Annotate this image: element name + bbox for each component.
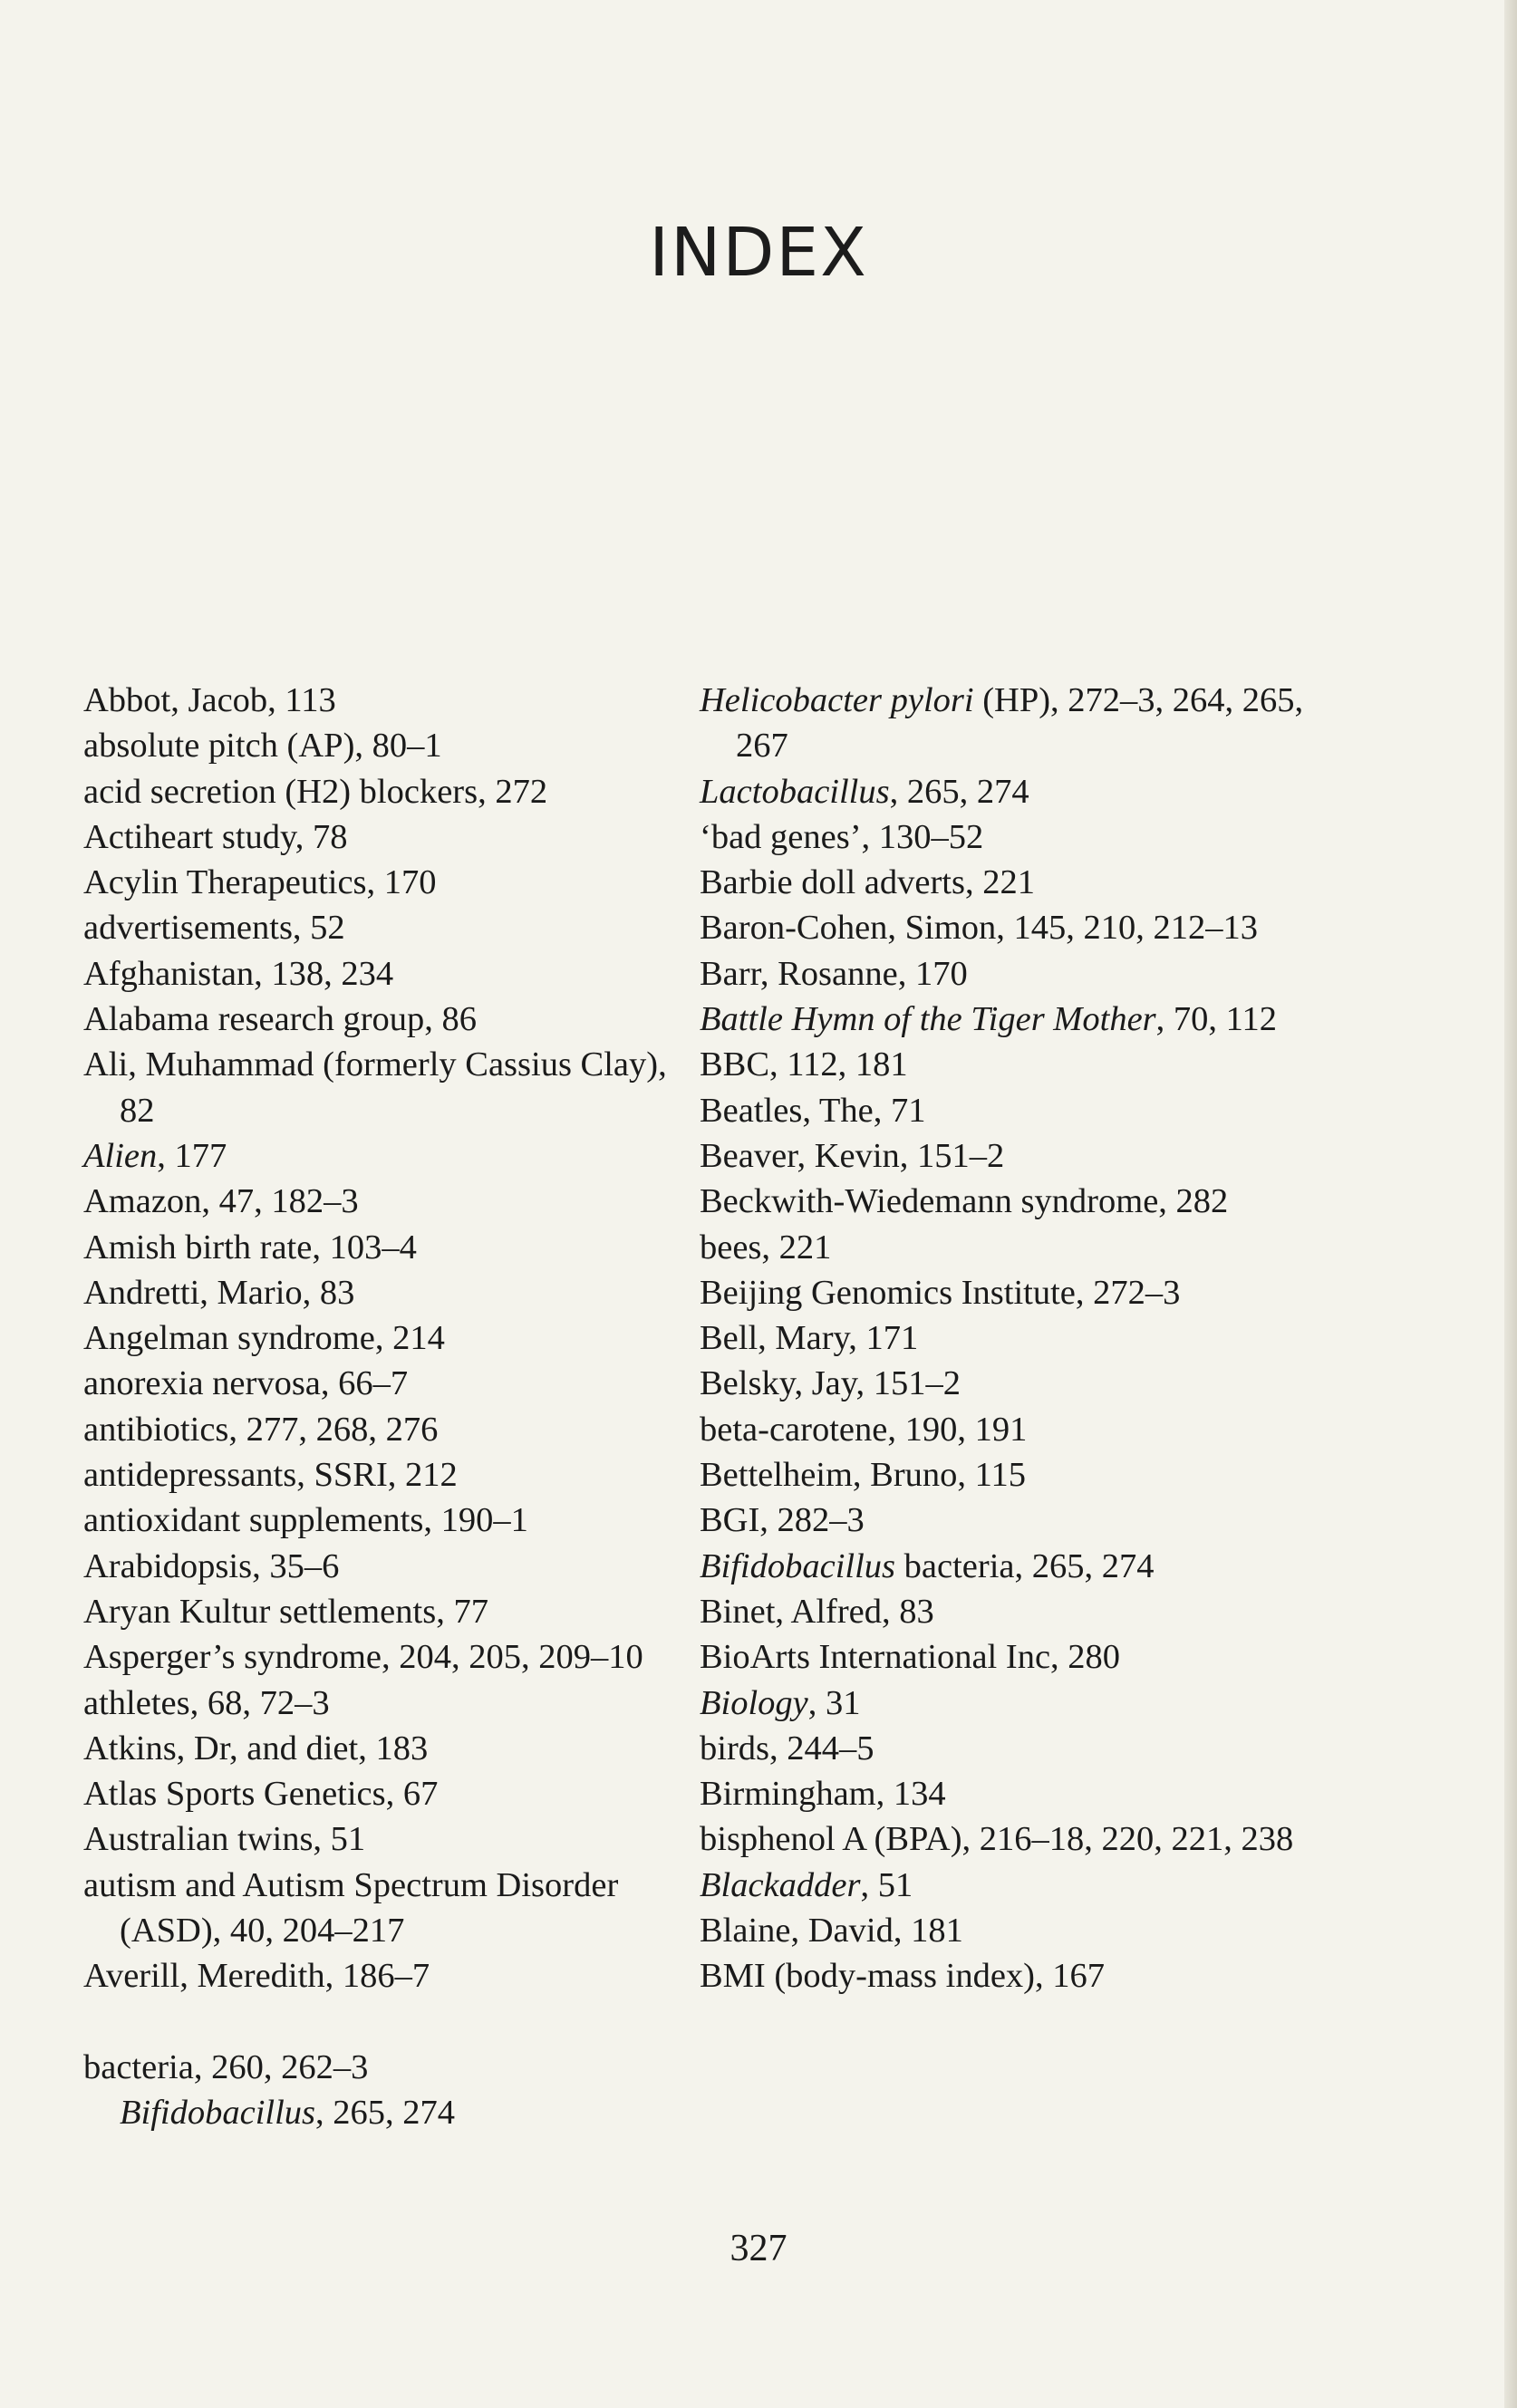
index-entry bbox=[700, 860, 1352, 905]
index-entry-text: Ali, Muhammad (formerly Cassius Clay), 82 bbox=[83, 1045, 667, 1130]
index-entry-text: Aryan Kultur settlements, 77 bbox=[83, 1592, 488, 1631]
index-entry bbox=[700, 1270, 1352, 1315]
index-entry-text: Afghanistan, 138, 234 bbox=[83, 954, 394, 993]
index-entry bbox=[83, 1681, 700, 1726]
index-entry-text: Baron-Cohen, Simon, 145, 210, 212–13 bbox=[700, 909, 1258, 948]
index-entry bbox=[700, 1361, 1352, 1406]
index-entry-italic-text: Lactobacillus bbox=[700, 772, 890, 811]
index-entry-text: Asperger’s syndrome, 204, 205, 209–10 bbox=[83, 1638, 643, 1677]
index-entry bbox=[83, 951, 700, 997]
index-entry-italic-text: Bifidobacillus bbox=[700, 1546, 896, 1585]
index-entry-text: bacteria, 265, 274 bbox=[895, 1546, 1155, 1585]
index-entry-text: antioxidant supplements, 190–1 bbox=[83, 1501, 528, 1540]
index-entry-text: antibiotics, 277, 268, 276 bbox=[83, 1410, 439, 1449]
index-entry-text: BioArts International Inc, 280 bbox=[700, 1638, 1121, 1677]
index-entry bbox=[83, 1407, 700, 1452]
index-entry-text: Barr, Rosanne, 170 bbox=[700, 954, 968, 993]
index-entry-text: ‘bad genes’, 130–52 bbox=[700, 817, 984, 856]
index-entry-text: Bettelheim, Bruno, 115 bbox=[700, 1456, 1026, 1495]
index-entry-text: Birmingham, 134 bbox=[700, 1775, 946, 1814]
index-entry-text: , 31 bbox=[807, 1683, 861, 1722]
index-entry bbox=[83, 2045, 700, 2090]
index-entry bbox=[700, 1498, 1352, 1543]
index-entry-text: Amazon, 47, 182–3 bbox=[83, 1182, 359, 1221]
index-entry-text: autism and Autism Spectrum Disorder (ASD), 40, 204–217 bbox=[83, 1865, 619, 1950]
index-entry bbox=[83, 1863, 700, 1954]
index-entry-text: Beckwith-Wiedemann syndrome, 282 bbox=[700, 1182, 1229, 1221]
index-entry-text: Blaine, David, 181 bbox=[700, 1912, 963, 1950]
index-entry bbox=[83, 1179, 700, 1224]
index-entry-text: Abbot, Jacob, 113 bbox=[83, 681, 336, 719]
index-entry bbox=[700, 1407, 1352, 1452]
index-entry bbox=[83, 1589, 700, 1634]
index-entry bbox=[83, 1771, 700, 1816]
index-entry bbox=[700, 1634, 1352, 1680]
index-entry bbox=[700, 769, 1352, 814]
index-entry-text: bees, 221 bbox=[700, 1228, 832, 1267]
index-entry-italic-text: Battle Hymn of the Tiger Mother bbox=[700, 1000, 1156, 1039]
index-entry bbox=[83, 1634, 700, 1680]
index-entry-italic-text: Alien bbox=[83, 1136, 158, 1175]
index-entry bbox=[83, 997, 700, 1042]
index-entry-text: acid secretion (H2) blockers, 272 bbox=[83, 772, 548, 811]
index-entry bbox=[83, 1270, 700, 1315]
index-entry bbox=[700, 678, 1352, 769]
index-entry-text: advertisements, 52 bbox=[83, 909, 345, 948]
index-entry-text: Averill, Meredith, 186–7 bbox=[83, 1957, 430, 1996]
page-gutter bbox=[1504, 0, 1517, 2408]
index-entry bbox=[700, 1452, 1352, 1498]
index-entry bbox=[83, 860, 700, 905]
index-entry-text: Atlas Sports Genetics, 67 bbox=[83, 1775, 439, 1814]
index-entry bbox=[700, 1042, 1352, 1087]
index-entry bbox=[700, 1589, 1352, 1634]
index-entry bbox=[700, 1681, 1352, 1726]
index-entry bbox=[83, 1726, 700, 1771]
index-entry-italic-text: Blackadder bbox=[700, 1865, 861, 1904]
index-entry bbox=[83, 1452, 700, 1498]
index-entry bbox=[700, 1133, 1352, 1179]
index-entry bbox=[83, 2090, 700, 2135]
index-entry bbox=[83, 1315, 700, 1361]
index-entry-text: Actiheart study, 78 bbox=[83, 817, 348, 856]
index-entry-text: Amish birth rate, 103–4 bbox=[83, 1228, 417, 1267]
index-entry bbox=[700, 1544, 1352, 1589]
index-column-left bbox=[83, 678, 700, 2135]
page-title: INDEX bbox=[649, 214, 868, 292]
index-entry-text: Acylin Therapeutics, 170 bbox=[83, 863, 437, 902]
index-entry-text: Beatles, The, 71 bbox=[700, 1091, 926, 1130]
index-entry-italic-text: Helicobacter pylori bbox=[700, 681, 974, 719]
index-entry bbox=[83, 723, 700, 768]
index-entry bbox=[83, 678, 700, 723]
index-entry bbox=[700, 1908, 1352, 1953]
index-entry-text: absolute pitch (AP), 80–1 bbox=[83, 727, 442, 766]
index-entry-text: BBC, 112, 181 bbox=[700, 1045, 908, 1084]
index-entry-text: antidepressants, SSRI, 212 bbox=[83, 1456, 458, 1495]
index-entry bbox=[700, 1726, 1352, 1771]
index-entry-text: Australian twins, 51 bbox=[83, 1820, 366, 1859]
index-entry bbox=[83, 1042, 700, 1133]
index-entry bbox=[700, 997, 1352, 1042]
index-entry-text: , 51 bbox=[860, 1865, 913, 1904]
index-entry-text: , 70, 112 bbox=[1155, 1000, 1277, 1039]
index-entry-text: Binet, Alfred, 83 bbox=[700, 1592, 934, 1631]
index-entry bbox=[700, 1953, 1352, 1999]
index-entry bbox=[83, 905, 700, 950]
index-entry bbox=[700, 1816, 1352, 1862]
index-entry-text: athletes, 68, 72–3 bbox=[83, 1683, 330, 1722]
index-entry-text: Atkins, Dr, and diet, 183 bbox=[83, 1729, 429, 1767]
index-entry bbox=[83, 1816, 700, 1862]
index-entry-text: Beaver, Kevin, 151–2 bbox=[700, 1136, 1005, 1175]
index-entry-text: Alabama research group, 86 bbox=[83, 1000, 478, 1039]
index-entry-text: , 265, 274 bbox=[889, 772, 1029, 811]
index-entry-text: BGI, 282–3 bbox=[700, 1501, 865, 1540]
index-entry bbox=[700, 1225, 1352, 1270]
index-entry-text: Belsky, Jay, 151–2 bbox=[700, 1364, 961, 1403]
index-entry-text: Arabidopsis, 35–6 bbox=[83, 1546, 340, 1585]
index-entry bbox=[700, 1315, 1352, 1361]
index-entry-text: (HP), 272–3, 264, 265, 267 bbox=[736, 681, 1304, 766]
index-column-right bbox=[700, 678, 1352, 1999]
index-entry bbox=[700, 1771, 1352, 1816]
index-entry bbox=[83, 1225, 700, 1270]
index-entry bbox=[700, 1088, 1352, 1133]
index-entry bbox=[83, 1953, 700, 1999]
index-entry-text: , 265, 274 bbox=[315, 2093, 456, 2132]
index-entry bbox=[83, 1498, 700, 1543]
index-entry bbox=[700, 951, 1352, 997]
index-entry-text: Angelman syndrome, 214 bbox=[83, 1319, 445, 1358]
index-entry bbox=[700, 1863, 1352, 1908]
index-entry-text: anorexia nervosa, 66–7 bbox=[83, 1364, 409, 1403]
index-entry-text: Andretti, Mario, 83 bbox=[83, 1273, 355, 1312]
index-entry bbox=[700, 1179, 1352, 1224]
index-entry-text: birds, 244–5 bbox=[700, 1729, 874, 1767]
index-entry-text: , 177 bbox=[157, 1136, 227, 1175]
index-entry bbox=[83, 769, 700, 814]
index-entry-text: beta-carotene, 190, 191 bbox=[700, 1410, 1028, 1449]
index-entry bbox=[700, 905, 1352, 950]
index-entry bbox=[83, 1133, 700, 1179]
index-entry-text: Barbie doll adverts, 221 bbox=[700, 863, 1035, 902]
index-entry bbox=[83, 1544, 700, 1589]
index-entry bbox=[700, 814, 1352, 860]
index-entry bbox=[83, 814, 700, 860]
index-entry-text: bacteria, 260, 262–3 bbox=[83, 2047, 369, 2086]
page-number: 327 bbox=[730, 2228, 787, 2269]
index-entry-italic-text: Biology bbox=[700, 1683, 808, 1722]
index-entry-text: Bell, Mary, 171 bbox=[700, 1319, 919, 1358]
index-entry-text: Beijing Genomics Institute, 272–3 bbox=[700, 1273, 1181, 1312]
index-entry-text: bisphenol A (BPA), 216–18, 220, 221, 238 bbox=[700, 1820, 1294, 1859]
index-entry-italic-text: Bifidobacillus bbox=[120, 2093, 316, 2132]
index-entry-text: BMI (body-mass index), 167 bbox=[700, 1957, 1105, 1996]
index-entry bbox=[83, 1361, 700, 1406]
